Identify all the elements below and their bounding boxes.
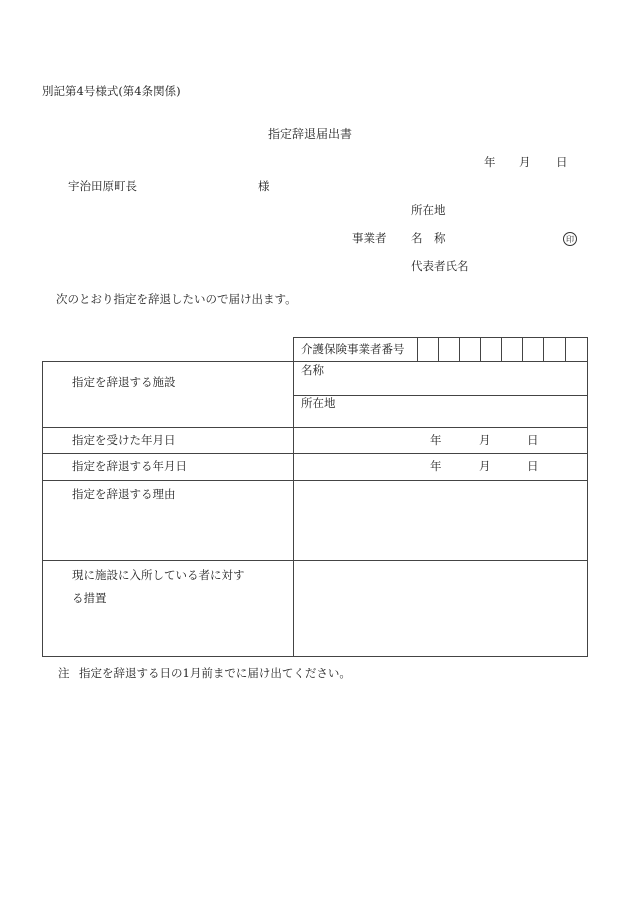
applicant-location-label: 所在地 (411, 203, 446, 217)
recipient-honorific: 様 (258, 179, 270, 193)
seal-icon: 印 (563, 232, 577, 246)
note-text: 指定を辞退する日の1月前までに届け出てください。 (79, 666, 351, 680)
page-title: 指定辞退届出書 (268, 127, 353, 141)
measures-label-line1: 現に施設に入所している者に対す (72, 568, 245, 582)
withdraw-date-year: 年 (430, 459, 442, 473)
applicant-role-label: 事業者 (352, 231, 387, 245)
facility-label: 指定を辞退する施設 (72, 375, 176, 389)
intro-text: 次のとおり指定を辞退したいので届け出ます。 (56, 292, 297, 306)
received-date-month: 月 (479, 433, 491, 447)
withdraw-date-label: 指定を辞退する年月日 (72, 459, 187, 473)
date-year-label: 年 (484, 155, 496, 169)
applicant-representative-label: 代表者氏名 (411, 259, 469, 273)
note-prefix: 注 (58, 666, 70, 680)
measures-label-line2: る措置 (72, 591, 107, 605)
insurer-number-label: 介護保険事業者番号 (301, 342, 405, 356)
withdraw-date-day: 日 (527, 459, 539, 473)
date-day-label: 日 (556, 155, 568, 169)
recipient-name: 宇治田原町長 (68, 179, 137, 193)
received-date-day: 日 (527, 433, 539, 447)
applicant-name-label: 名 称 (411, 231, 446, 245)
reason-label: 指定を辞退する理由 (72, 487, 176, 501)
form-id: 別記第4号様式(第4条関係) (42, 84, 181, 98)
received-date-label: 指定を受けた年月日 (72, 433, 176, 447)
facility-name-label: 名称 (301, 363, 324, 377)
date-month-label: 月 (519, 155, 531, 169)
facility-location-label: 所在地 (301, 396, 336, 410)
received-date-year: 年 (430, 433, 442, 447)
withdraw-date-month: 月 (479, 459, 491, 473)
